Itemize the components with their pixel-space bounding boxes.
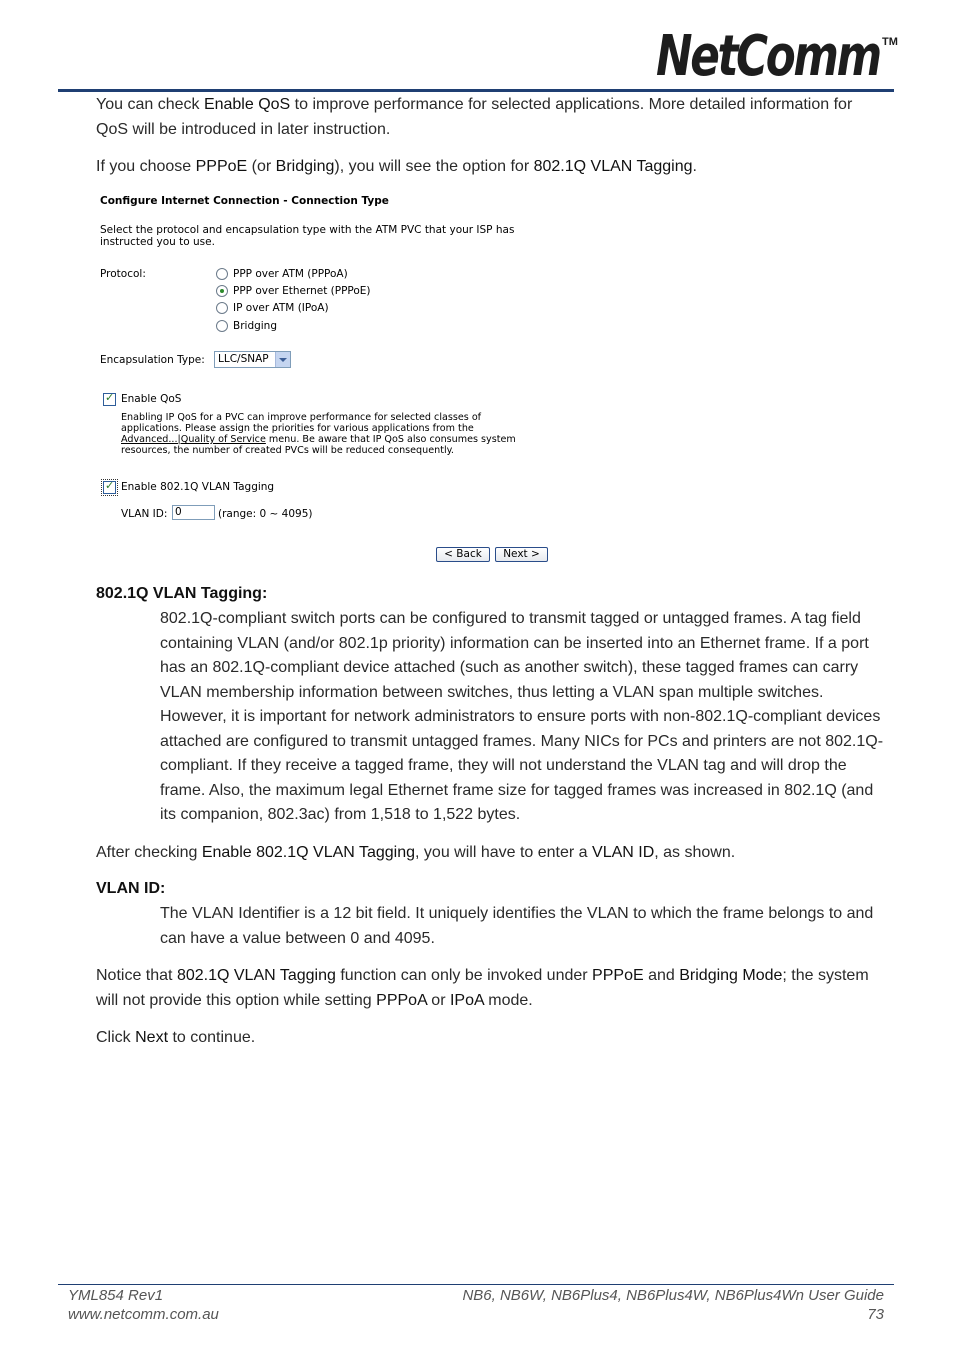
notice-paragraph: Notice that 802.1Q VLAN Tagging function can only be invoked under PPPoE and Bridging Mode; the system will not provide this option while setting PPPoA or IPoA mode. <box>96 967 869 1009</box>
logo-wordmark: NetComm <box>656 24 880 89</box>
qos-desc-line-3: Advanced...|Quality of Service menu. Be aware that IP QoS also consumes system <box>121 434 516 445</box>
vlan-id-heading: VLAN ID: <box>96 880 166 897</box>
vlan-tagging-heading: 802.1Q VLAN Tagging: <box>96 585 268 602</box>
vlan-id-range: (range: 0 ~ 4095) <box>218 508 313 520</box>
vlan-id-label: VLAN ID: <box>121 508 168 520</box>
chevron-down-icon <box>275 352 290 367</box>
radio-ipoa[interactable] <box>216 302 228 314</box>
footer-rule <box>58 1284 894 1285</box>
footer-doc-id: YML854 Rev1 <box>68 1287 164 1304</box>
enable-vlan-tagging-label: Enable 802.1Q VLAN Tagging <box>121 481 275 493</box>
radio-pppoe[interactable] <box>216 285 228 297</box>
footer-guide-title: NB6, NB6W, NB6Plus4, NB6Plus4W, NB6Plus4Wn User Guide <box>462 1287 884 1304</box>
vlan-tagging-description: 802.1Q-compliant switch ports can be configured to transmit tagged or untagged frames. A tag field containing VLAN (and/or 802.1p priority) information can be inserted into an Ethernet frame. If a port has an 802.1Q-compliant device attached (such as another switch), these tagged frames can carry VLAN membership information between switches, thus letting a VLAN span multiple switches. However, it is important for network administrators to ensure ports with non-802.1Q-compliant devices attached are configured to transmit untagged frames. Many NICs for PCs and printers are not 802.1Q-compliant. If they receive a tagged frame, they will not understand the VLAN tag and will drop the frame. Also, the maximum legal Ethernet frame size for tagged frames was increased in 802.1Q (and its companion, 802.3ac) from 1,518 to 1,522 bytes. <box>160 610 884 823</box>
back-button[interactable]: < Back <box>436 547 490 562</box>
encapsulation-label: Encapsulation Type: <box>100 354 205 366</box>
netcomm-logo <box>656 24 898 89</box>
radio-pppoe-label: PPP over Ethernet (PPPoE) <box>233 285 371 297</box>
footer-page-number: 73 <box>867 1306 884 1323</box>
intro-paragraph-qos: You can check Enable QoS to improve performance for selected applications. More detailed information for QoS will be introduced in later instruction. <box>96 96 853 138</box>
protocol-label: Protocol: <box>100 268 146 280</box>
qos-desc-line-1: Enabling IP QoS for a PVC can improve performance for selected classes of <box>121 412 482 423</box>
radio-bridging-label: Bridging <box>233 320 278 332</box>
after-checking-paragraph: After checking Enable 802.1Q VLAN Tagging, you will have to enter a VLAN ID, as shown. <box>96 844 736 861</box>
radio-pppoa-label: PPP over ATM (PPPoA) <box>233 268 348 280</box>
radio-bridging[interactable] <box>216 320 228 332</box>
header-rule <box>58 89 894 92</box>
encapsulation-value: LLC/SNAP <box>218 353 269 365</box>
intro-paragraph-vlan: If you choose PPPoE (or Bridging), you will see the option for 802.1Q VLAN Tagging. <box>96 158 697 175</box>
vlan-id-input[interactable]: 0 <box>172 505 215 520</box>
qos-advanced-link[interactable]: Advanced...|Quality of Service <box>121 434 266 445</box>
click-next-paragraph: Click Next to continue. <box>96 1029 256 1046</box>
enable-qos-label: Enable QoS <box>121 393 182 405</box>
term-enable-qos: Enable QoS <box>203 96 291 113</box>
enable-qos-checkbox[interactable] <box>103 393 116 406</box>
encapsulation-select[interactable] <box>214 351 291 368</box>
vlan-id-description: The VLAN Identifier is a 12 bit field. It uniquely identifies the VLAN to which the frame belongs to and can have a value between 0 and 4095. <box>160 905 874 947</box>
logo-trademark: TM <box>882 36 898 48</box>
instruction-line-2: instructed you to use. <box>100 236 215 248</box>
screenshot-title: Configure Internet Connection - Connection Type <box>100 195 389 207</box>
qos-desc-line-2: applications. Please assign the priorities for various applications from the <box>121 423 474 434</box>
enable-vlan-tagging-checkbox[interactable] <box>103 481 116 494</box>
qos-desc-line-4: resources, the number of created PVCs will be reduced consequently. <box>121 445 454 456</box>
footer-models: NB6, NB6W, NB6Plus4, NB6Plus4W, NB6Plus4Wn <box>462 1287 804 1304</box>
connection-type-screenshot <box>96 190 556 570</box>
radio-pppoa[interactable] <box>216 268 228 280</box>
radio-ipoa-label: IP over ATM (IPoA) <box>233 302 329 314</box>
footer-website: www.netcomm.com.au <box>68 1306 219 1323</box>
instruction-line-1: Select the protocol and encapsulation type with the ATM PVC that your ISP has <box>100 224 515 236</box>
next-button[interactable]: Next > <box>495 547 548 562</box>
